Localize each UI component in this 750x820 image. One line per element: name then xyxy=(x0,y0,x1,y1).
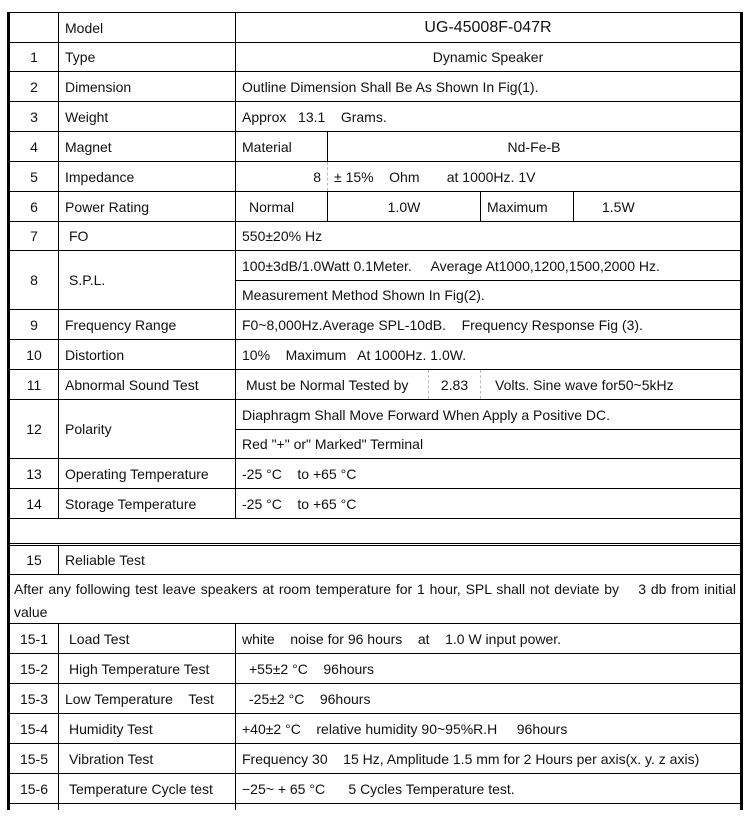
spec-row-impedance xyxy=(10,162,740,192)
abnormal-sound-voltage: 2.83 xyxy=(429,370,481,399)
power-max-label: Maximum xyxy=(481,192,574,221)
row-label: FO xyxy=(59,222,236,250)
row-number: 2 xyxy=(10,72,59,101)
row-number: 13 xyxy=(10,459,59,488)
test-condition: +55±2 °C 96hours xyxy=(249,660,374,677)
row-value: -25 °C to +65 °C xyxy=(242,495,357,512)
row-number: 6 xyxy=(10,192,59,221)
test-number: 15-3 xyxy=(10,684,59,713)
row-number xyxy=(10,13,59,42)
spec-row-storage-temp xyxy=(10,489,740,519)
row-number: 10 xyxy=(10,340,59,369)
row-label: Frequency Range xyxy=(59,310,236,339)
row-label: Impedance xyxy=(59,162,236,191)
row-value: Dynamic Speaker xyxy=(432,49,544,65)
reliable-test-row xyxy=(10,744,740,774)
row-number: 12 xyxy=(10,400,59,458)
blank-spacer-row xyxy=(10,519,740,546)
spec-row-polarity xyxy=(10,400,740,459)
impedance-value: 8 xyxy=(236,162,328,191)
row-value: 10% Maximum At 1000Hz. 1.0W. xyxy=(242,346,467,363)
spl-line-1: 100±3dB/1.0Watt 0.1Meter. Average At1000,1200,1500,2000 Hz. xyxy=(242,257,660,274)
row-value: Outline Dimension Shall Be As Shown In Fig(1). xyxy=(242,78,539,95)
row-number: 4 xyxy=(10,132,59,161)
row-label: Model xyxy=(59,13,236,42)
row-label: Power Rating xyxy=(59,192,236,221)
row-label: Storage Temperature xyxy=(59,489,236,518)
spec-row-abnormal-sound xyxy=(10,370,740,400)
test-number: 15-6 xyxy=(10,774,59,803)
row-label: Type xyxy=(59,43,236,71)
test-name: High Temperature Test xyxy=(59,654,236,683)
abnormal-sound-condition: Volts. Sine wave for50~5kHz xyxy=(495,376,674,393)
test-condition: Frequency 30 15 Hz, Amplitude 1.5 mm for 2 Hours per axis(x. y. z axis) xyxy=(242,750,700,767)
cut-off-cell xyxy=(59,804,236,810)
row-label: Polarity xyxy=(59,400,236,458)
row-number: 5 xyxy=(10,162,59,191)
row-number: 14 xyxy=(10,489,59,518)
polarity-line-1: Diaphragm Shall Move Forward When Apply a Positive DC. xyxy=(242,406,611,423)
abnormal-sound-text: Must be Normal Tested by xyxy=(236,370,429,399)
row-label: Dimension xyxy=(59,72,236,101)
row-label: Operating Temperature xyxy=(59,459,236,488)
spec-row-operating-temp xyxy=(10,459,740,489)
power-normal-label: Normal xyxy=(236,192,328,221)
cut-off-row xyxy=(10,804,740,810)
polarity-line-2: Red "+" or" Marked" Terminal xyxy=(236,429,740,458)
reliable-test-row xyxy=(10,624,740,654)
cut-off-cell xyxy=(10,804,59,810)
spec-row-type xyxy=(10,43,740,72)
row-number: 1 xyxy=(10,43,59,71)
power-max-value: 1.5W xyxy=(602,198,635,215)
spec-row-weight xyxy=(10,102,740,132)
spec-row-frequency-range xyxy=(10,310,740,340)
test-condition: +40±2 °C relative humidity 90~95%R.H 96hours xyxy=(242,720,568,737)
row-value: Approx 13.1 Grams. xyxy=(242,108,387,125)
test-name: Load Test xyxy=(59,624,236,653)
spec-row-model xyxy=(10,13,740,43)
test-number: 15-1 xyxy=(10,624,59,653)
spec-row-distortion xyxy=(10,340,740,370)
row-label: Distortion xyxy=(59,340,236,369)
spl-details xyxy=(236,251,740,309)
test-number: 15-4 xyxy=(10,714,59,743)
spec-row-dimension xyxy=(10,72,740,102)
reliable-note-text: After any following test leave speakers at room temperature for 1 hour, SPL shall not deviate by 3 db from initial value xyxy=(14,581,740,620)
reliable-test-row xyxy=(10,654,740,684)
spec-row-magnet xyxy=(10,132,740,162)
test-condition: -25±2 °C 96hours xyxy=(249,690,371,707)
spec-row-fo xyxy=(10,222,740,251)
spec-row-spl xyxy=(10,251,740,310)
row-number: 3 xyxy=(10,102,59,131)
reliable-test-row xyxy=(10,774,740,804)
row-number: 11 xyxy=(10,370,59,399)
row-number: 8 xyxy=(10,251,59,309)
reliable-test-row xyxy=(10,714,740,744)
test-number: 15-2 xyxy=(10,654,59,683)
row-value: -25 °C to +65 °C xyxy=(242,465,357,482)
power-normal-value: 1.0W xyxy=(328,192,481,221)
cut-off-cell xyxy=(236,804,740,810)
impedance-unit: ± 15% Ohm at 1000Hz. 1V xyxy=(334,168,536,185)
model-number: UG-45008F-047R xyxy=(424,18,552,36)
row-number: 7 xyxy=(10,222,59,250)
spl-line-2: Measurement Method Shown In Fig(2). xyxy=(236,280,740,309)
test-number: 15-5 xyxy=(10,744,59,773)
row-number: 15 xyxy=(10,546,59,574)
magnet-material-label: Material xyxy=(236,132,328,161)
row-label: Magnet xyxy=(59,132,236,161)
row-label: Abnormal Sound Test xyxy=(59,370,236,399)
test-name: Humidity Test xyxy=(59,714,236,743)
row-label: S.P.L. xyxy=(59,251,236,309)
reliable-test-row xyxy=(10,684,740,714)
test-name: Low Temperature Test xyxy=(59,684,236,713)
row-value: 550±20% Hz xyxy=(242,228,323,244)
test-condition: white noise for 96 hours at 1.0 W input power. xyxy=(242,630,562,647)
test-condition: −25~ + 65 °C 5 Cycles Temperature test. xyxy=(242,780,515,797)
reliable-test-header xyxy=(10,546,740,575)
test-name: Temperature Cycle test xyxy=(59,774,236,803)
spec-sheet-table xyxy=(7,12,743,810)
row-number: 9 xyxy=(10,310,59,339)
row-value: F0~8,000Hz.Average SPL-10dB. Frequency Response Fig (3). xyxy=(242,316,643,333)
test-name: Vibration Test xyxy=(59,744,236,773)
magnet-material-value: Nd-Fe-B xyxy=(507,138,561,155)
reliable-test-note xyxy=(10,575,740,624)
spec-row-power-rating xyxy=(10,192,740,222)
polarity-details xyxy=(236,400,740,458)
row-label: Weight xyxy=(59,102,236,131)
reliable-test-title: Reliable Test xyxy=(65,552,145,568)
